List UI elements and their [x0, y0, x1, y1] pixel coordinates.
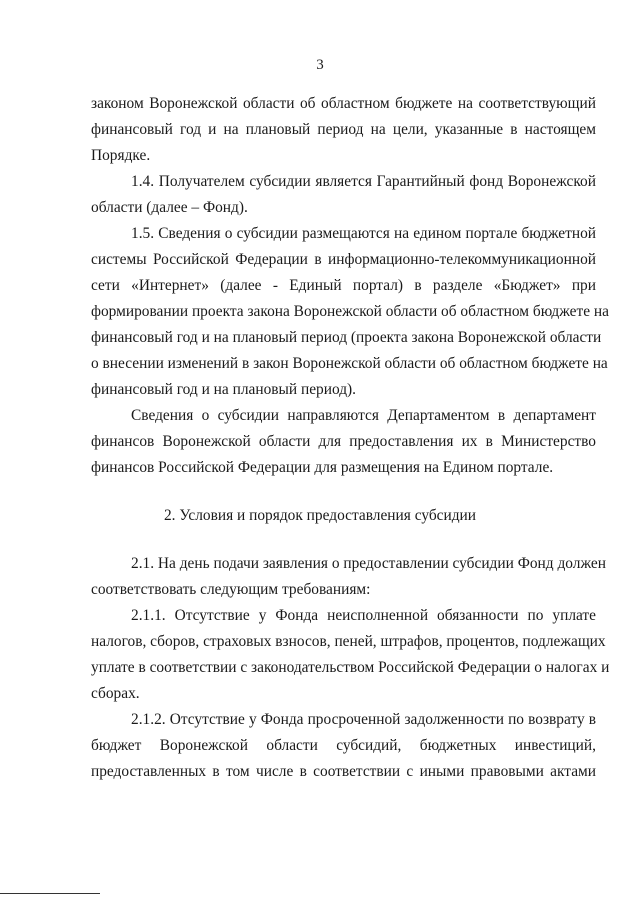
text-line: 1.4. Получателем субсидии является Гарантийный фонд Воронежской	[131, 173, 596, 190]
text-line: системы Российской Федерации в информационно-телекоммуникационной	[91, 251, 596, 268]
bottom-rule	[0, 893, 100, 894]
text-line: финансовый год и на плановый период на цели, указанные в настоящем	[91, 121, 596, 138]
text-line: бюджет Воронежской области субсидий, бюджетных инвестиций,	[91, 737, 596, 754]
section-title: 2. Условия и порядок предоставления субсидии	[163, 507, 477, 524]
text-line: предоставленных в том числе в соответствии с иными правовыми актами	[91, 763, 596, 780]
text-line: финансовый год и на плановый период (проекта закона Воронежской области	[91, 329, 602, 346]
text-line: финансов Российской Федерации для размещения на Едином портале.	[91, 459, 554, 476]
text-line: законом Воронежской области об областном бюджете на соответствующий	[91, 95, 596, 112]
text-line: 2.1.1. Отсутствие у Фонда неисполненной обязанности по уплате	[131, 607, 596, 624]
text-line: сборах.	[91, 685, 140, 702]
text-line: финансов Воронежской области для предоставления их в Министерство	[91, 433, 596, 450]
text-line: финансовый год и на плановый период).	[91, 381, 357, 398]
text-line: сети «Интернет» (далее - Единый портал) в разделе «Бюджет» при	[91, 277, 596, 294]
text-line: налогов, сборов, страховых взносов, пеней, штрафов, процентов, подлежащих	[91, 633, 606, 650]
text-line: формировании проекта закона Воронежской области об областном бюджете на	[91, 303, 609, 320]
text-line: Сведения о субсидии направляются Департаментом в департамент	[131, 407, 596, 424]
text-line: о внесении изменений в закон Воронежской области об областном бюджете на	[91, 355, 608, 372]
text-line: области (далее – Фонд).	[91, 199, 248, 216]
text-line: 2.1.2. Отсутствие у Фонда просроченной задолженности по возврату в	[131, 711, 596, 728]
page-number: 3	[316, 57, 324, 73]
text-line: соответствовать следующим требованиям:	[91, 581, 371, 598]
text-line: Порядке.	[91, 147, 151, 164]
text-line: уплате в соответствии с законодательством Российской Федерации о налогах и	[91, 659, 610, 676]
text-line: 2.1. На день подачи заявления о предоставлении субсидии Фонд должен	[131, 555, 606, 572]
text-line: 1.5. Сведения о субсидии размещаются на едином портале бюджетной	[131, 225, 596, 242]
